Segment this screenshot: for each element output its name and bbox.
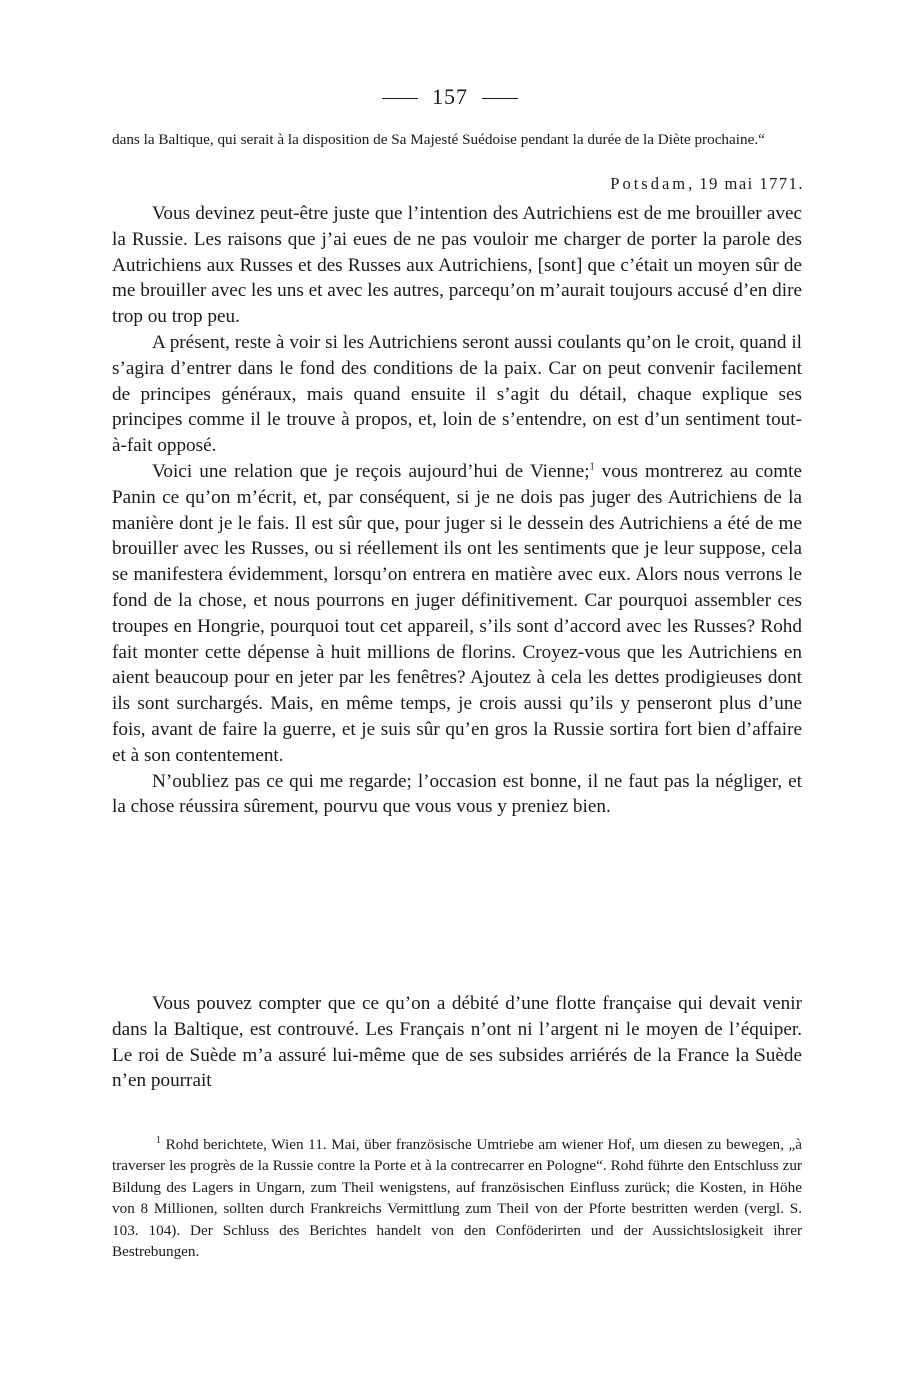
paragraph: N’oubliez pas ce qui me regarde; l’occasion est bonne, il ne faut pas la négliger, et la chose réussira sûrement, pourvu que vous vous y preniez bien. bbox=[112, 770, 802, 818]
footnote-text bbox=[112, 1134, 802, 1262]
header-rule-right bbox=[482, 98, 518, 99]
footnote-body: Rohd berichtete, Wien 11. Mai, über französische Umtriebe am wiener Hof, um diesen zu bewegen, „à traverser les progrès de la Russie contre la Porte et à la contrecarrer en Pologne“. Rohd führte den Entschluss zur Bildung des Lagers in Ungarn, zum Theil wenigstens, auf französischen Einfluss zurück; die Kosten, in Höhe von 8 Millionen, sollten durch Frankreichs Vermittlung zum Theil von der Pforte bestritten werden (vergl. S. 103. 104). Der Schluss des Berichtes handelt von den Conföderirten und der Aussichtslosigkeit ihrer Bestrebungen. bbox=[112, 1136, 802, 1261]
paragraph: Vous pouvez compter que ce qu’on a débité d’une flotte française qui devait venir dans la Baltique, est controuvé. Les Français n’ont ni l’argent ni le moyen de l’équiper. Le roi de Suède m’a assuré lui-même que de ses subsides arriérés de la France la Suède n’en pourrait bbox=[112, 993, 802, 1092]
continued-quotation: dans la Baltique, qui serait à la disposition de Sa Majesté Suédoise pendant la durée de la Diète prochaine.“ bbox=[112, 131, 765, 148]
footnote-marker: 1 bbox=[156, 1134, 161, 1146]
page-header bbox=[0, 84, 900, 110]
paragraph-text: Voici une relation que je reçois aujourd’hui de Vienne; bbox=[152, 460, 590, 482]
paragraph-text: vous montrerez au comte Panin ce qu’on m’écrit, et, par conséquent, si je ne dois pas juger des Autrichiens de la manière dont je le fais. Il est sûr que, pour juger si le dessein des Autrichiens a été de me brouiller avec les Russes, ou si réellement ils ont les sentiments que je leur suppose, cela se manifestera évidemment, lorsqu’on entrera en matière avec eux. Alors nous verrons le fond de la chose, et nous pourrons en juger définitivement. Car pourquoi assembler ces troupes en Hongrie, pourquoi tout cet appareil, s’ils sont d’accord avec les Russes? Rohd fait monter cette dépense à huit millions de florins. Croyez-vous que les Autrichiens en aient beaucoup pour en jeter par les fenêtres? Ajoutez à cela les dettes prodigieuses dont ils sont surchargés. Mais, en même temps, je crois aussi qu’ils y penseront plus d’une fois, avant de faire la guerre, et je suis sûr qu’en gros la Russie sortira fort bien d’affaire et à son contentement. bbox=[112, 460, 803, 766]
page-number: 157 bbox=[432, 84, 468, 109]
paragraph: Vous devinez peut-être juste que l’intention des Autrichiens est de me brouiller avec la Russie. Les raisons que j’ai eues de ne pas vouloir me charger de porter la parole des Autrichiens aux Russes et des Russes aux Autrichiens, [sont] que c’était un moyen sûr de me brouiller avec les uns et avec les autres, parcequ’on m’aurait toujours accusé d’en dire trop ou trop peu. bbox=[112, 203, 802, 328]
footnote bbox=[112, 1134, 802, 1262]
header-rule-left bbox=[382, 98, 418, 99]
paragraph: A présent, reste à voir si les Autrichiens seront aussi coulants qu’on le croit, quand il s’agira d’entrer dans le fond des conditions de la paix. Car on peut convenir facilement de principes généraux, mais quand ensuite il s’agit du détail, chaque explique ses principes comme il le trouve à propos, et, loin de s’entendre, on est d’un sentiment tout-à-fait opposé. bbox=[112, 331, 802, 457]
dateline-place: Potsdam bbox=[610, 174, 689, 193]
dateline-date: , 19 mai 1771. bbox=[688, 174, 804, 193]
dateline bbox=[112, 174, 804, 194]
letter-body bbox=[112, 201, 802, 820]
paragraph-vienna bbox=[112, 459, 802, 769]
letter-body-continued bbox=[112, 991, 802, 1094]
footnote-reference: 1 bbox=[589, 461, 595, 473]
